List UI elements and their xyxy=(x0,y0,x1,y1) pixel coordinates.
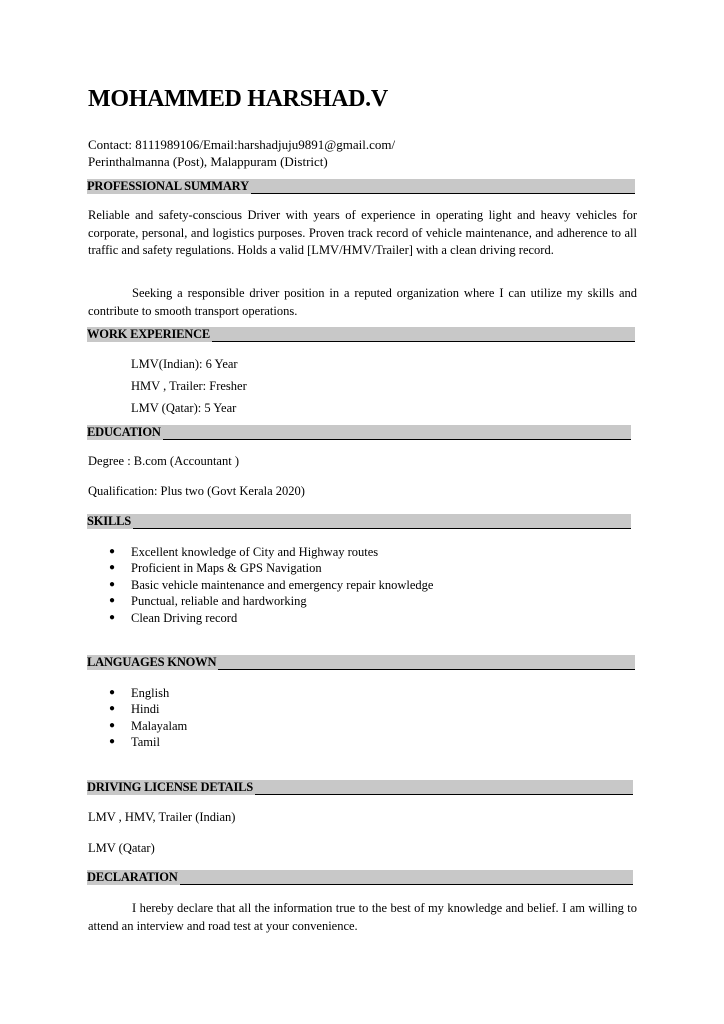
section-heading-work-experience xyxy=(87,327,635,342)
bullet-icon: ● xyxy=(109,595,116,607)
bullet-icon: ● xyxy=(109,562,116,574)
section-heading-declaration xyxy=(87,870,633,885)
list-item: ● Proficient in Maps & GPS Navigation xyxy=(109,561,322,576)
section-heading-education xyxy=(87,425,631,440)
skills-list xyxy=(109,544,434,626)
list-item: ● Punctual, reliable and hardworking xyxy=(109,594,307,609)
bullet-icon: ● xyxy=(109,736,116,748)
list-item: ● English xyxy=(109,686,170,700)
list-item: ● Malayalam xyxy=(109,718,188,733)
address-line: Perinthalmanna (Post), Malappuram (District) xyxy=(88,154,328,169)
section-title: PROFESSIONAL SUMMARY xyxy=(87,179,249,193)
bullet-icon: ● xyxy=(109,703,116,715)
section-heading-driving-license xyxy=(87,780,633,795)
bullet-icon: ● xyxy=(109,611,116,623)
list-item: ● Excellent knowledge of City and Highway routes xyxy=(109,545,379,559)
declaration-text: I hereby declare that all the information true to the best of my knowledge and belief. I am willing to attend an interview and road test at your convenience. xyxy=(88,901,637,933)
work-item: LMV(Indian): 6 Year xyxy=(131,357,238,371)
section-heading-summary xyxy=(87,179,635,194)
education-qualification: Qualification: Plus two (Govt Kerala 2020) xyxy=(88,484,305,498)
contact-block xyxy=(88,136,395,170)
languages-list xyxy=(109,685,188,751)
section-title: DECLARATION xyxy=(87,870,178,884)
section-heading-skills xyxy=(87,514,631,529)
bullet-icon: ● xyxy=(109,546,116,557)
license-line: LMV (Qatar) xyxy=(88,841,155,855)
summary-paragraph: Reliable and safety-conscious Driver with years of experience in operating light and heavy vehicles for corporate, personal, and logistics purposes. Proven track record of vehicle maintenance, and adherence to all traffic and safety regulations. Holds a valid [LMV/HMV/Trailer] with a clean driving record. xyxy=(88,208,637,257)
section-heading-languages xyxy=(87,655,635,670)
section-title: WORK EXPERIENCE xyxy=(87,327,211,341)
license-line: LMV , HMV, Trailer (Indian) xyxy=(88,810,236,824)
bullet-icon: ● xyxy=(109,687,116,698)
candidate-name: MOHAMMED HARSHAD.V xyxy=(88,86,388,112)
bullet-icon: ● xyxy=(109,719,116,731)
work-item: LMV (Qatar): 5 Year xyxy=(131,401,237,415)
list-item: ● Basic vehicle maintenance and emergency repair knowledge xyxy=(109,577,434,592)
contact-line: Contact: 8111989106/Email:harshadjuju9891@gmail.com/ xyxy=(88,137,396,152)
list-item: ● Hindi xyxy=(109,702,160,717)
section-title: EDUCATION xyxy=(87,425,161,439)
list-item: ● Clean Driving record xyxy=(109,610,238,625)
objective-paragraph: Seeking a responsible driver position in a reputed organization where I can utilize my skills and contribute to smooth transport operations. xyxy=(88,286,637,318)
section-title: LANGUAGES KNOWN xyxy=(87,655,217,669)
section-title: SKILLS xyxy=(87,514,131,528)
bullet-icon: ● xyxy=(109,578,116,590)
work-item: HMV , Trailer: Fresher xyxy=(131,379,247,393)
education-degree: Degree : B.com (Accountant ) xyxy=(88,454,239,468)
list-item: ● Tamil xyxy=(109,735,160,750)
section-title: DRIVING LICENSE DETAILS xyxy=(87,780,254,794)
